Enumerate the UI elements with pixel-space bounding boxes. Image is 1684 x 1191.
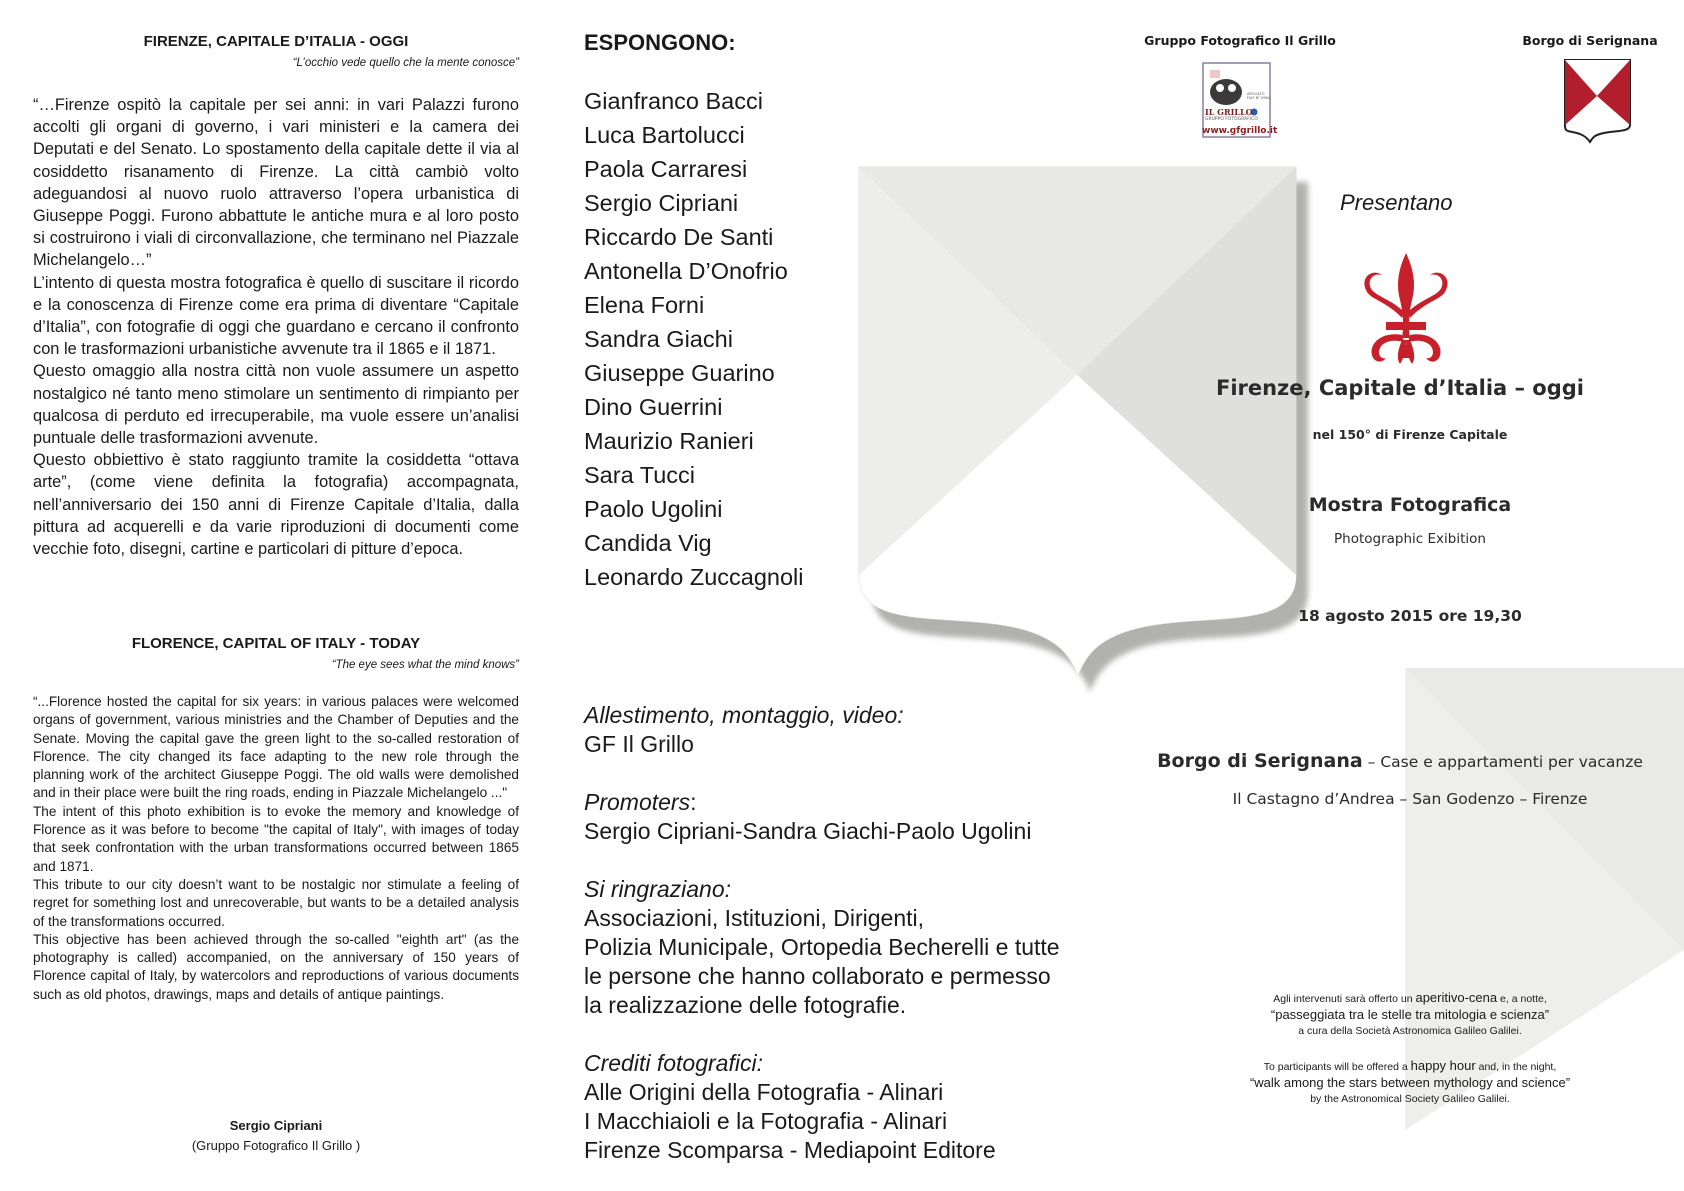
credit-line: GF Il Grillo: [584, 731, 694, 757]
grillo-logo-badge: AFFILIATO FIAF N° 0964: [1247, 92, 1270, 100]
english-paragraph: “...Florence hosted the capital for six years: in various palaces were welcomed organs of government, various ministries and the Chamber of Deputies and the Senate. Moving the capital gave the green light to the so-called restoration of Florence. The city changed its face adapting to the new role through the planning work of the architect Giuseppe Poggi. The old walls were demolished and in their place were built the ring roads, ending in Piazzale Michelangelo ...": [33, 694, 519, 801]
italian-paragraph: Questo omaggio alla nostra città non vuole assumere un aspetto nostalgico né tanto meno stimolare un sentimento di rimpianto per qualcosa di perduto ed irrecuperabile, ma vuole essere un’analisi puntuale delle trasformazioni avvenute.: [33, 362, 519, 448]
credit-label: Promoters:: [584, 789, 697, 815]
note-english-line3: by the Astronomical Society Galileo Galilei.: [1310, 1093, 1510, 1105]
note-english: [1180, 1058, 1640, 1107]
event-subtitle: nel 150° di Firenze Capitale: [1312, 427, 1508, 442]
exhibitor-name: Elena Forni: [584, 292, 705, 318]
exhibitor-name: Giuseppe Guarino: [584, 360, 775, 386]
signature-name: Sergio Cipriani: [229, 1118, 323, 1133]
note-italian-line3: a cura della Società Astronomica Galileo Galilei.: [1298, 1025, 1522, 1037]
exhibitor-name: Paola Carraresi: [584, 156, 748, 182]
exhibitor-name: Riccardo De Santi: [584, 224, 774, 250]
exhibitors-title: ESPONGONO:: [584, 30, 736, 55]
english-motto: “The eye sees what the mind knows”: [331, 659, 519, 671]
florentine-lily-icon: [1364, 253, 1447, 364]
presentano-label: Presentano: [1340, 190, 1453, 215]
italian-paragraph: L’intento di questa mostra fotografica è quello di suscitare il ricordo e la conoscenza di Firenze come era prima di diventare “Capitale d’Italia”, con fotografie di oggi che guardano e cercano il confronto con le trasformazioni urbanistiche avvenute tra il 1865 e il 1871.: [33, 273, 519, 359]
credit-label: Si ringraziano:: [584, 876, 732, 902]
exhibitor-name: Maurizio Ranieri: [584, 428, 754, 454]
venue-location: Il Castagno d’Andrea – San Godenzo – Firenze: [1232, 790, 1588, 808]
exhibitor-name: Antonella D’Onofrio: [584, 258, 788, 284]
exhibitor-name: Leonardo Zuccagnoli: [584, 564, 804, 590]
grillo-logo-text: IL GRILLO: [1205, 107, 1253, 117]
exhibitor-name: Gianfranco Bacci: [584, 88, 763, 114]
exhibitor-name: Sara Tucci: [584, 462, 696, 488]
serignana-crest: [1565, 60, 1630, 142]
note-english-line2: “walk among the stars between mythology and science”: [1249, 1075, 1571, 1090]
note-italian: [1180, 990, 1640, 1039]
exhibitor-name: Sergio Cipriani: [584, 190, 739, 216]
italian-motto: “L’occhio vede quello che la mente conosce”: [292, 57, 519, 69]
credit-line: Firenze Scomparsa - Mediapoint Editore: [584, 1137, 996, 1163]
venue-desc: – Case e appartamenti per vacanze: [1367, 753, 1643, 771]
italian-paragraph: Questo obbiettivo è stato raggiunto tramite la cosiddetta “ottava arte”, (come viene definita la fotografia) accompagnata, nell’anniversario dei 150 anni di Firenze Capitale d’Italia, dalla pittura ad acquerelli e da varie riproduzioni di documenti come vecchie foto, disegni, cartine e particolari di pitture d’epoca.: [33, 451, 519, 559]
english-paragraph: This objective has been achieved through the so-called "eighth art" (as the photography is called) accompanied, on the anniversary of 150 years of Florence capital of Italy, by watercolors and reproductions of various documents such as old photos, drawings, maps and details of antique paintings.: [33, 931, 519, 1002]
credit-line: la realizzazione delle fotografie.: [584, 992, 907, 1018]
grillo-logo-url: www.gfgrillo.it: [1202, 126, 1278, 136]
org-right-label: Borgo di Serignana: [1522, 33, 1658, 48]
exhibitor-name: Candida Vig: [584, 530, 712, 556]
italian-title: FIRENZE, CAPITALE D’ITALIA - OGGI: [143, 33, 409, 50]
event-title: Firenze, Capitale d’Italia – oggi: [1215, 376, 1585, 400]
venue-line: [1130, 750, 1670, 772]
exhibitor-name: Sandra Giachi: [584, 326, 733, 352]
note-italian-line2: “passeggiata tra le stelle tra mitologia e scienza”: [1270, 1007, 1550, 1022]
credit-line: le persone che hanno collaborato e permesso: [584, 963, 1051, 989]
italian-paragraph: “…Firenze ospitò la capitale per sei anni: in vari Palazzi furono accolti gli organi di governo, i vari ministeri e la camera dei Deputati e del Senato. Lo spostamento della capitale dette il via al cosiddetto risanamento di Firenze. La città cambiò volto adeguandosi al nuovo ruolo attraverso l’opera urbanistica di Giuseppe Poggi. Furono abbattute le antiche mura e al loro posto si costruirono i viali di circonvallazione, che terminano nel Piazzale Michelangelo…”: [33, 96, 519, 270]
event-type: Mostra Fotografica: [1308, 494, 1512, 516]
english-title: FLORENCE, CAPITAL OF ITALY - TODAY: [131, 635, 421, 652]
org-left-label: Gruppo Fotografico Il Grillo: [1144, 33, 1336, 48]
event-date: 18 agosto 2015 ore 19,30: [1298, 607, 1522, 625]
event-type-en: Photographic Exibition: [1334, 531, 1486, 547]
credit-line: Polizia Municipale, Ortopedia Becherelli e tutte: [584, 934, 1060, 960]
exhibitor-name: Luca Bartolucci: [584, 122, 745, 148]
grillo-logo-subtext: GRUPPO FOTOGRAFICO: [1205, 117, 1258, 122]
credit-line: I Macchiaioli e la Fotografia - Alinari: [584, 1108, 948, 1134]
signature-role: (Gruppo Fotografico Il Grillo ): [191, 1138, 361, 1153]
english-paragraph: The intent of this photo exhibition is to evoke the memory and knowledge of Florence as it was before to become "the capital of Italy", with images of today that seek confrontation with the urban transformations occurred between 1865 and 1871.: [33, 803, 519, 874]
venue-name: Borgo di Serignana: [1157, 750, 1363, 772]
credit-label: Allestimento, montaggio, video:: [584, 702, 904, 728]
exhibitor-name: Dino Guerrini: [584, 394, 723, 420]
exhibitor-name: Paolo Ugolini: [584, 496, 723, 522]
credit-line: Alle Origini della Fotografia - Alinari: [584, 1079, 944, 1105]
credit-label: Crediti fotografici:: [584, 1050, 763, 1076]
credit-line: Associazioni, Istituzioni, Dirigenti,: [584, 905, 925, 931]
note-italian-line1: Agli intervenuti sarà offerto un aperitivo-cena e, a notte,: [1273, 990, 1547, 1005]
credit-line: Sergio Cipriani-Sandra Giachi-Paolo Ugolini: [584, 818, 1032, 844]
note-english-line1: To participants will be offered a happy hour and, in the night,: [1263, 1058, 1557, 1073]
english-paragraph: This tribute to our city doesn’t want to be nostalgic nor stimulate a feeling of regret for something lost and unrecoverable, but wants to be a detailed analysis of the transformations occurred.: [33, 876, 519, 929]
